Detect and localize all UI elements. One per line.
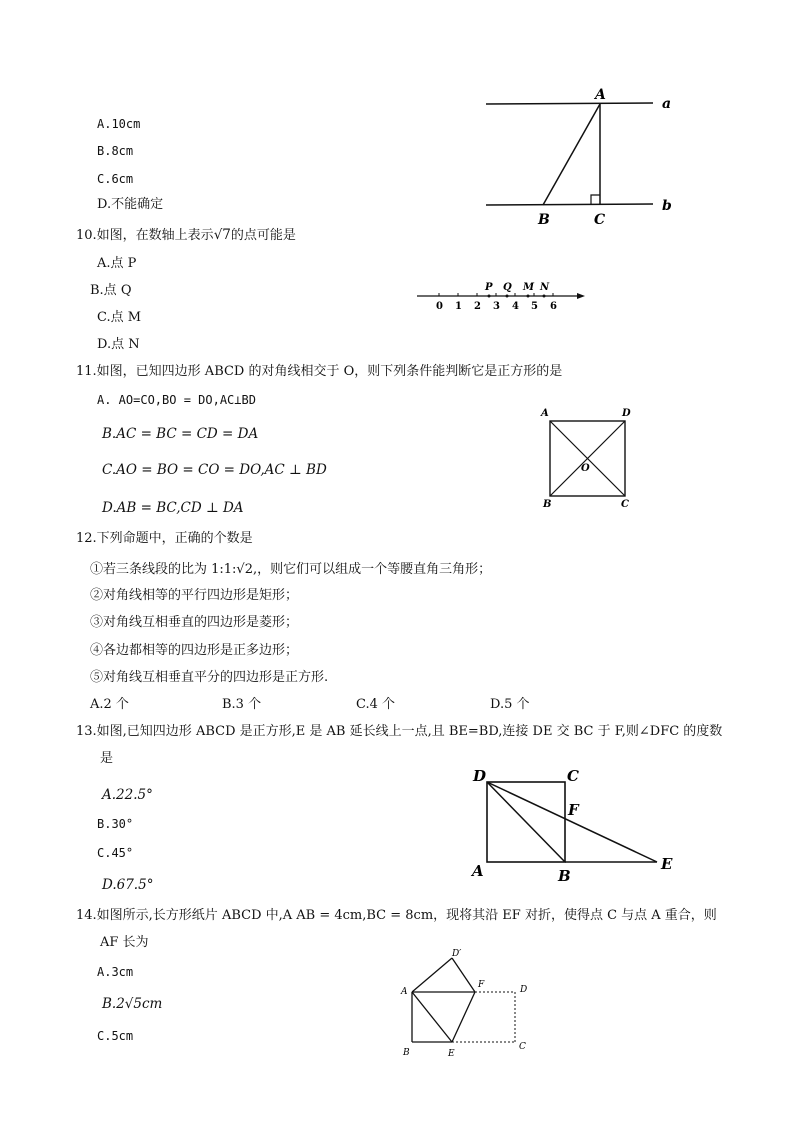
q13-stem-line1: 13.如图,已知四边形 ABCD 是正方形,E 是 AB 延长线上一点,且 BE=BD,连接 DE 交 BC 于 F,则∠DFC 的度数 xyxy=(76,724,723,739)
q11-figure xyxy=(535,404,645,514)
q9-option-c: C.6cm xyxy=(97,172,134,186)
q13-option-d: D.67.5° xyxy=(102,877,154,893)
q12-statement-4: ④各边都相等的四边形是正多边形； xyxy=(90,643,299,658)
q14-label-D: D xyxy=(520,985,528,995)
q11-option-c: C.AO = BO = CO = DO,AC ⊥ BD xyxy=(102,462,327,478)
q12-option-a: A.2 个 xyxy=(90,697,129,712)
q13-option-b: B.30° xyxy=(97,817,134,831)
q10-radical: √7 xyxy=(213,227,231,243)
q9-option-a: A.10cm xyxy=(97,117,141,131)
q10-tick-4: 4 xyxy=(512,301,519,312)
q13-figure xyxy=(465,765,685,885)
q14-figure xyxy=(398,944,548,1064)
q12-statement-1: ①若三条线段的比为 1:1:√2,，则它们可以组成一个等腰直角三角形； xyxy=(90,562,492,577)
q12-statement-3: ③对角线互相垂直的四边形是菱形； xyxy=(90,615,299,630)
q14-option-c: C.5cm xyxy=(97,1029,134,1043)
q11-option-a: A. AO=CO,BO = DO,AC⊥BD xyxy=(97,393,256,407)
q14-stem-line1: 14.如图所示,长方形纸片 ABCD 中,A AB = 4cm,BC = 8cm，现将其沿 EF 对折，使得点 C 与点 A 重合，则 xyxy=(76,908,717,923)
q13-label-C: C xyxy=(567,767,579,785)
q14-label-C: C xyxy=(519,1042,526,1052)
q10-tick-0: 0 xyxy=(436,301,443,312)
q10-tick-6: 6 xyxy=(550,301,557,312)
q9-label-b: b xyxy=(662,198,672,214)
q13-option-a: A.22.5° xyxy=(102,787,153,803)
q14-label-B: B xyxy=(403,1048,410,1058)
q10-point-P: P xyxy=(485,282,493,293)
q13-option-c: C.45° xyxy=(97,846,134,860)
q12-option-b: B.3 个 xyxy=(222,697,262,712)
q13-label-B: B xyxy=(558,867,571,885)
q10-point-N: N xyxy=(540,282,550,293)
q10-option-b: B.点 Q xyxy=(90,283,132,298)
q10-option-d: D.点 N xyxy=(97,337,140,352)
q11-label-C: C xyxy=(621,499,629,510)
q9-label-B: B xyxy=(538,212,550,228)
q14-option-b: B.2√5cm xyxy=(102,996,163,1012)
q10-tick-5: 5 xyxy=(531,301,538,312)
q13-label-E: E xyxy=(661,855,673,873)
q14-label-F: F xyxy=(478,980,485,990)
q12-statement-2: ②对角线相等的平行四边形是矩形； xyxy=(90,588,299,603)
q12-statement-5: ⑤对角线互相垂直平分的四边形是正方形. xyxy=(90,670,329,685)
q14-label-D-prime: D′ xyxy=(452,949,462,959)
q13-label-D: D xyxy=(473,767,487,785)
q10-tick-2: 2 xyxy=(474,301,481,312)
q10-option-a: A.点 P xyxy=(97,256,137,271)
q11-label-D: D xyxy=(622,408,631,419)
q14-label-A: A xyxy=(401,987,408,997)
q12-option-c: C.4 个 xyxy=(356,697,396,712)
q12-stem: 12.下列命题中，正确的个数是 xyxy=(76,531,253,546)
q13-label-F: F xyxy=(568,801,579,819)
q10-option-c: C.点 M xyxy=(97,310,142,325)
q10-stem-before: 10.如图，在数轴上表示 xyxy=(76,228,214,243)
q10-point-Q: Q xyxy=(503,282,512,293)
q9-option-b: B.8cm xyxy=(97,144,134,158)
q10-tick-1: 1 xyxy=(455,301,462,312)
q10-number-line xyxy=(415,280,595,320)
q11-stem: 11.如图，已知四边形 ABCD 的对角线相交于 O，则下列条件能判断它是正方形的是 xyxy=(76,364,563,379)
q14-label-E: E xyxy=(448,1049,455,1059)
q9-label-a: a xyxy=(662,96,672,112)
q11-label-A: A xyxy=(541,408,549,419)
q9-label-A: A xyxy=(595,87,606,103)
q9-option-d: D.不能确定 xyxy=(97,197,164,212)
q10-stem-after: 的点可能是 xyxy=(230,228,296,243)
q13-stem-line2: 是 xyxy=(100,751,114,766)
q10-stem xyxy=(76,227,296,244)
q11-label-B: B xyxy=(543,499,552,510)
q11-option-d: D.AB = BC,CD ⊥ DA xyxy=(102,500,244,516)
q9-label-C: C xyxy=(594,212,606,228)
q10-tick-3: 3 xyxy=(493,301,500,312)
q14-option-a: A.3cm xyxy=(97,965,134,979)
q11-label-O: O xyxy=(581,463,590,474)
q13-label-A: A xyxy=(472,862,484,880)
q14-stem-line2: AF 长为 xyxy=(100,935,149,950)
q11-option-b: B.AC = BC = CD = DA xyxy=(102,426,259,442)
q9-figure xyxy=(478,84,698,228)
q10-point-M: M xyxy=(523,282,535,293)
q12-option-d: D.5 个 xyxy=(490,697,530,712)
